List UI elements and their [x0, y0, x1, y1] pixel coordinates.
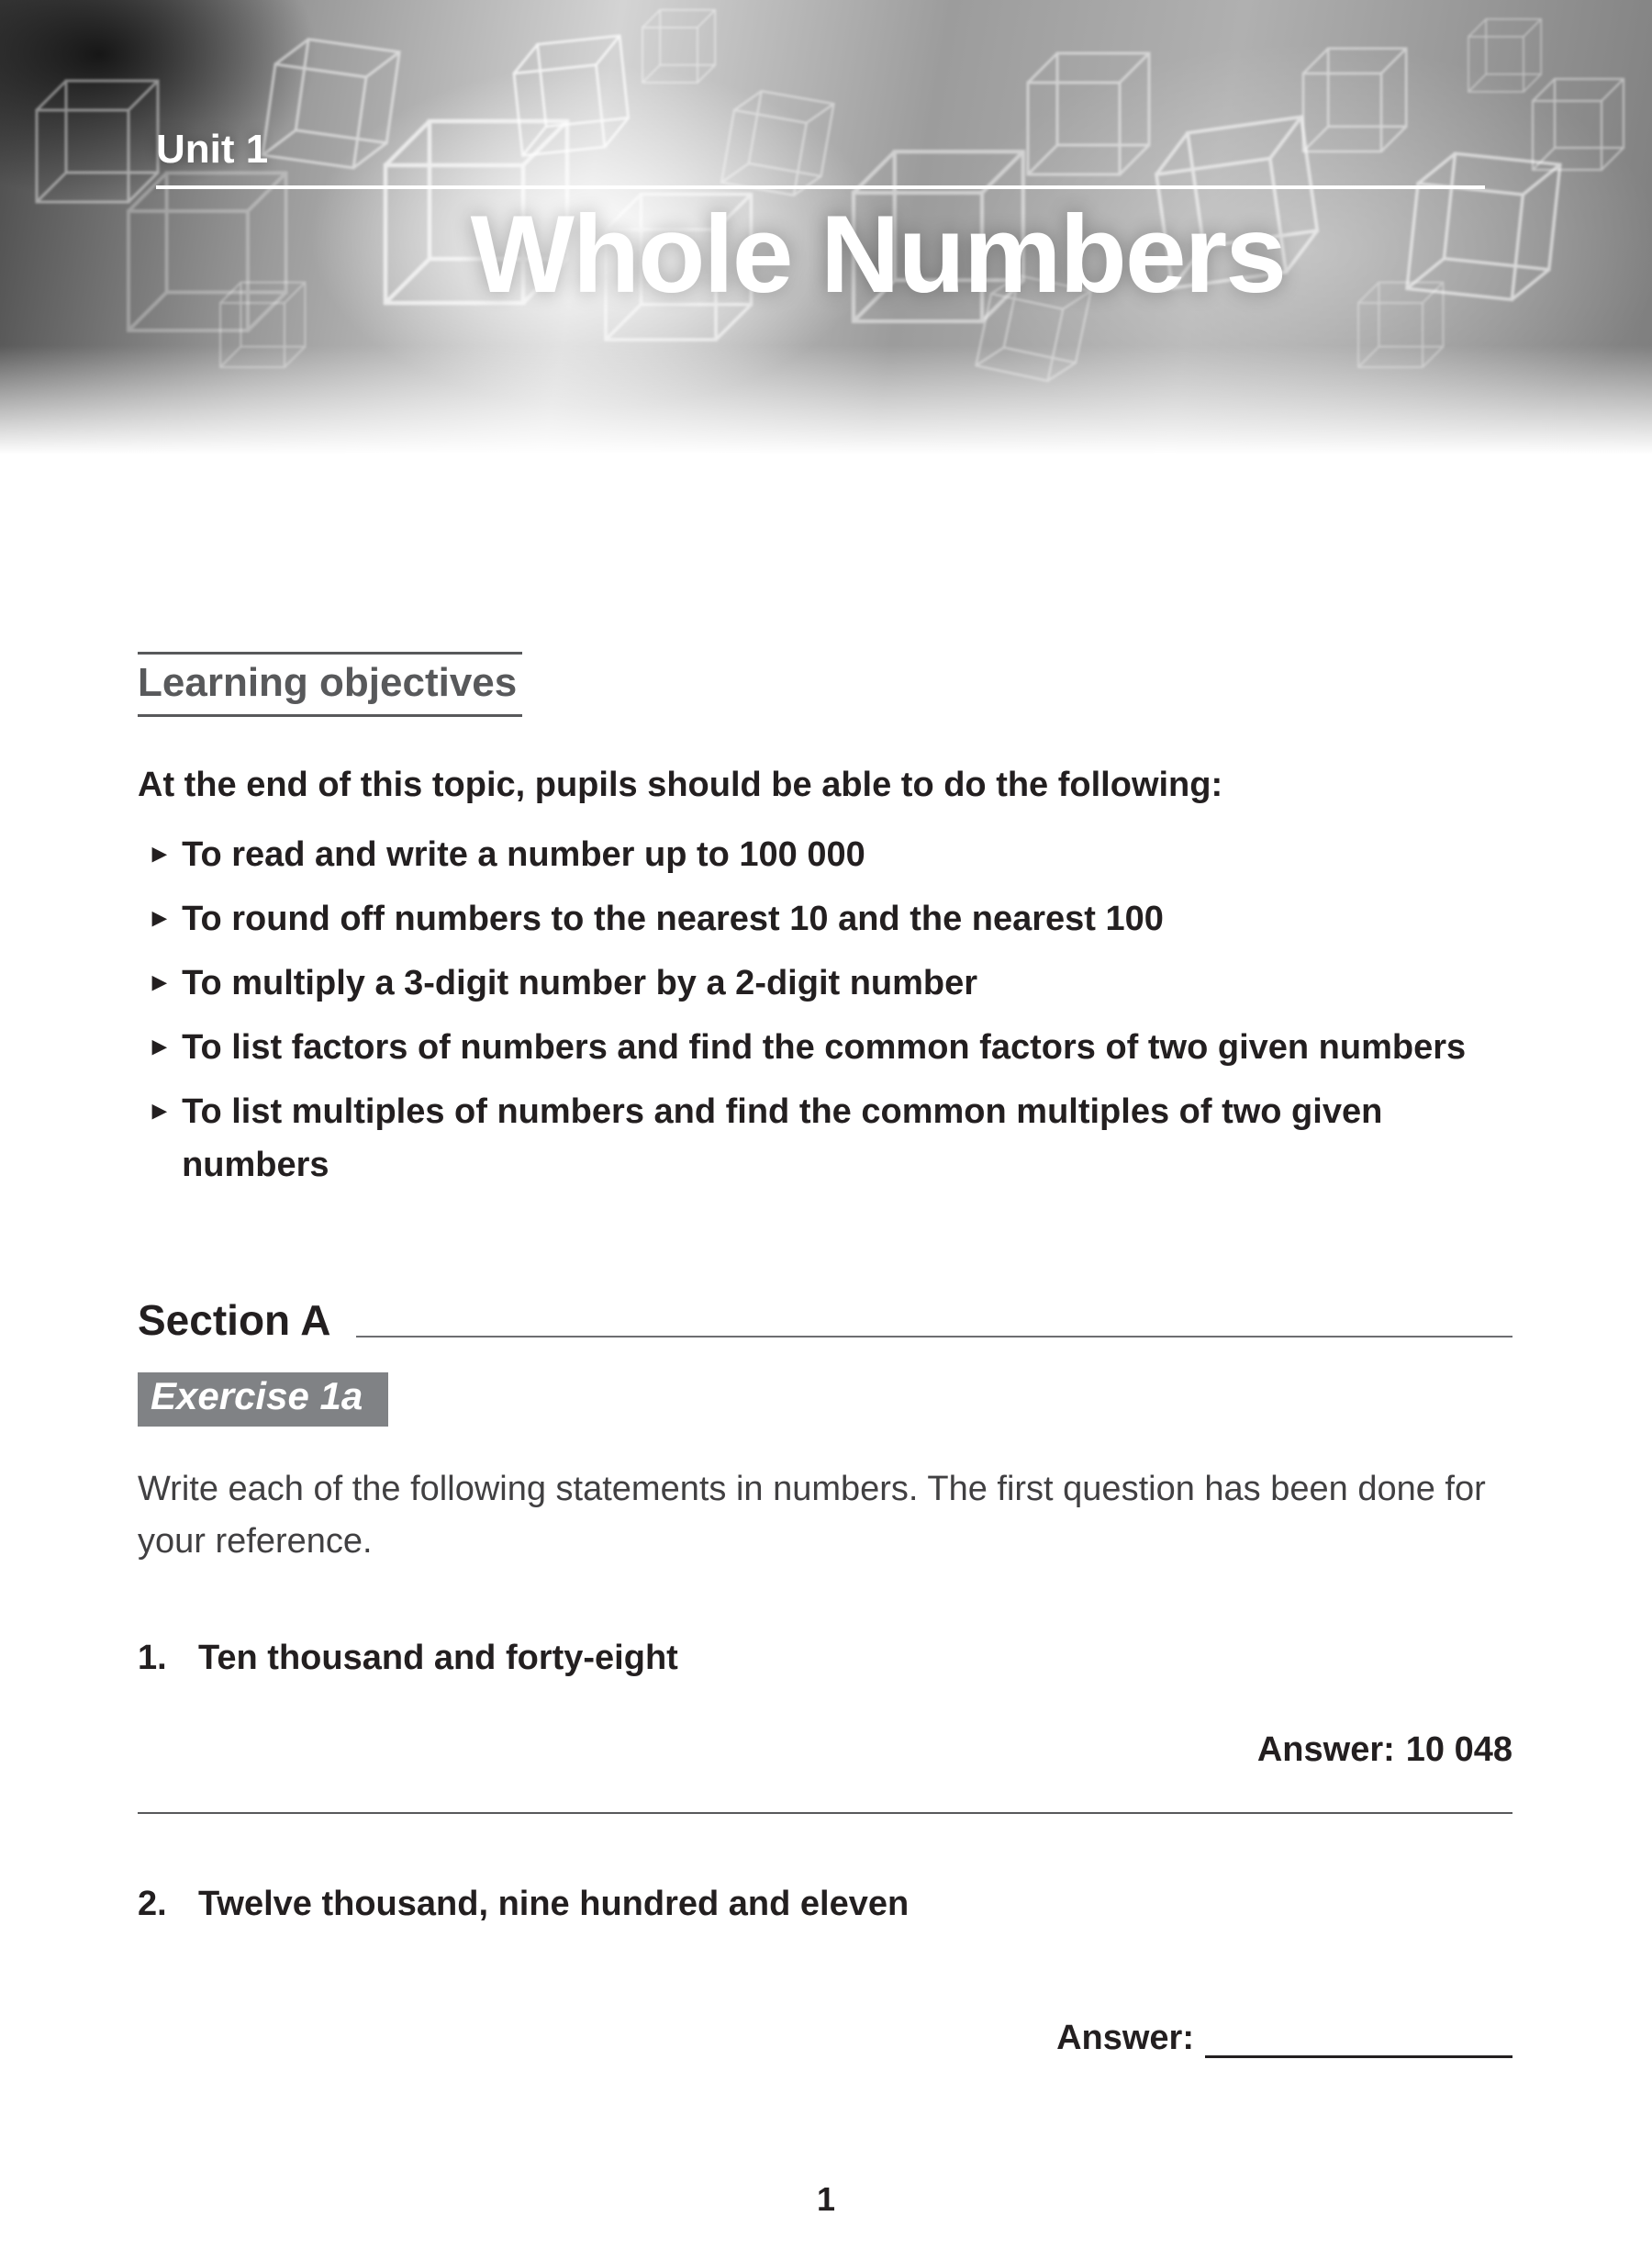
- objective-text: To round off numbers to the nearest 10 and the nearest 100: [182, 899, 1164, 938]
- triangle-bullet-icon: ▸: [152, 901, 167, 933]
- triangle-bullet-icon: ▸: [152, 1030, 167, 1061]
- triangle-bullet-icon: ▸: [152, 1094, 167, 1125]
- objective-text: To read and write a number up to 100 000: [182, 835, 865, 874]
- question-separator-line: [138, 1812, 1512, 1814]
- question-number: 1.: [138, 1639, 167, 1678]
- exercise-badge: Exercise 1a: [138, 1372, 388, 1427]
- objective-text: To list factors of numbers and find the common factors of two given numbers: [182, 1027, 1467, 1067]
- answer-blank-field[interactable]: [1205, 2018, 1512, 2058]
- objective-item: [138, 1085, 1512, 1193]
- question-2: [138, 1878, 1512, 1931]
- section-rule-line: [356, 1336, 1512, 1338]
- objective-text: To list multiples of numbers and find the common multiples of two given numbers: [182, 1091, 1383, 1185]
- question-1: [138, 1632, 1512, 1685]
- unit-label: Unit 1: [156, 127, 1485, 189]
- question-number: 2.: [138, 1885, 167, 1924]
- question-1-answer: [138, 1730, 1512, 1770]
- page-content: [138, 454, 1512, 2058]
- question-text: Ten thousand and forty-eight: [198, 1639, 678, 1678]
- page-number: 1: [816, 2180, 836, 2218]
- triangle-bullet-icon: ▸: [152, 966, 167, 997]
- answer-label: Answer:: [1256, 1730, 1395, 1770]
- objective-item: [138, 1021, 1512, 1075]
- question-text: Twelve thousand, nine hundred and eleven: [198, 1885, 910, 1924]
- objective-item: [138, 957, 1512, 1011]
- learning-objectives-list: [138, 828, 1512, 1192]
- answer-label: Answer:: [1056, 2019, 1194, 2058]
- objective-item: [138, 828, 1512, 882]
- exercise-instructions: Write each of the following statements in numbers. The first question has been done for your reference.: [138, 1470, 1486, 1561]
- objective-text: To multiply a 3-digit number by a 2-digit number: [182, 963, 978, 1002]
- question-2-answer: [138, 2018, 1512, 2058]
- section-heading: [138, 1295, 1512, 1345]
- triangle-bullet-icon: ▸: [152, 838, 167, 868]
- answer-value: 10 048: [1405, 1730, 1512, 1770]
- page-title: Whole Numbers: [470, 193, 1285, 316]
- learning-objectives-intro: At the end of this topic, pupils should be able to do the following:: [138, 766, 1223, 804]
- unit-banner: [0, 0, 1652, 454]
- learning-objectives-heading: Learning objectives: [138, 652, 522, 717]
- section-title: Section A: [138, 1296, 331, 1345]
- objective-item: [138, 892, 1512, 946]
